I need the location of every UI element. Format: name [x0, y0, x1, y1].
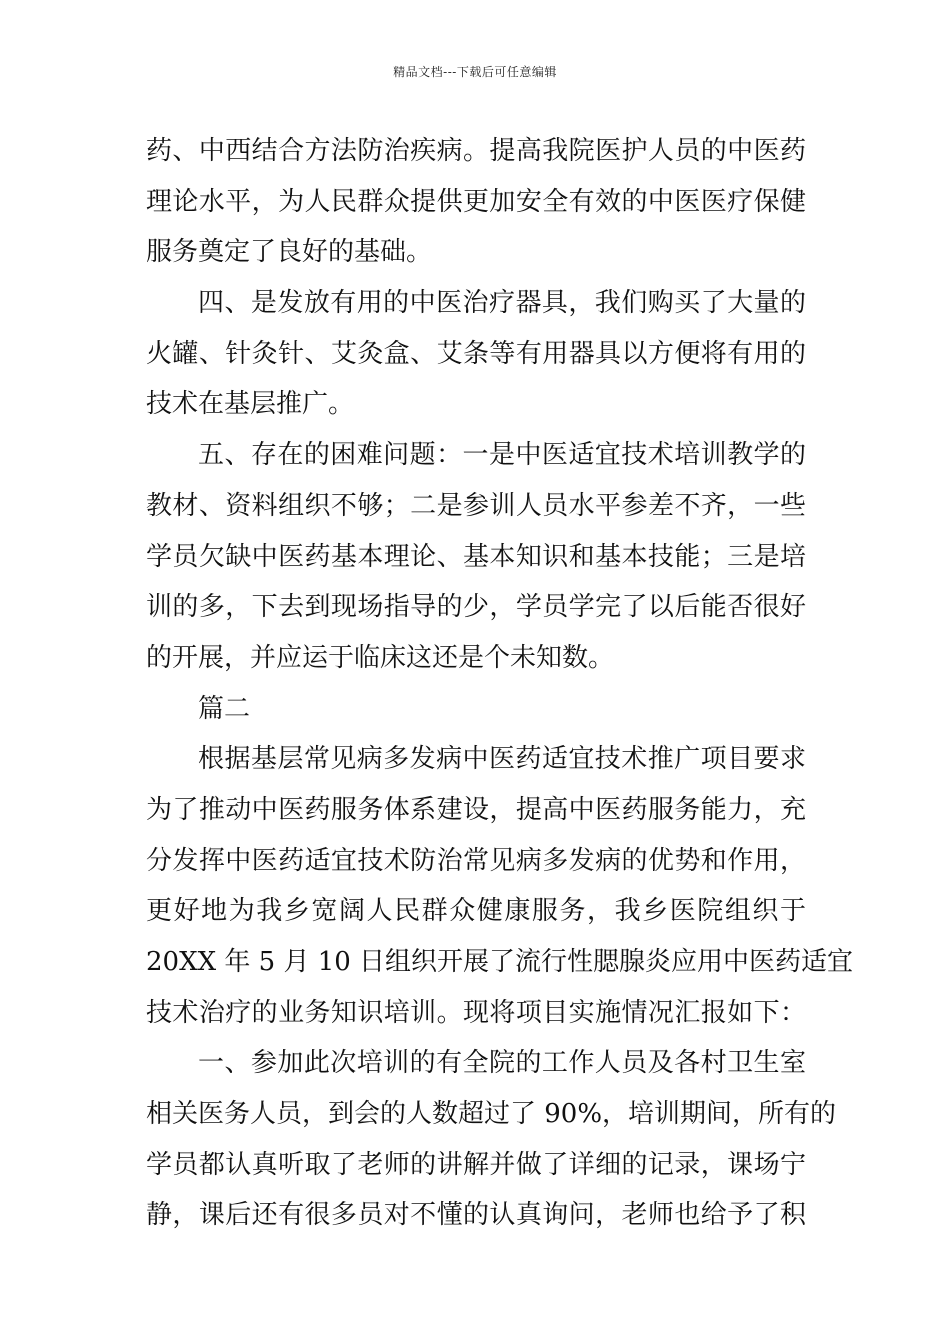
document-body — [146, 126, 854, 1241]
text-line: 技术在基层推广。 — [146, 389, 355, 420]
text-line: 服务奠定了良好的基础。 — [146, 237, 433, 268]
text-line: 技术治疗的业务知识培训。现将项目实施情况汇报如下： — [146, 997, 806, 1028]
text-line: 20XX 年 5 月 10 日组织开展了流行性腮腺炎应用中医药适宜 — [146, 947, 854, 977]
text-line: 更好地为我乡宽阔人民群众健康服务，我乡医院组织于 — [146, 896, 806, 927]
text-line: 为了推动中医药服务体系建设，提高中医药服务能力，充 — [146, 794, 806, 825]
page-header: 精品文档---下载后可任意编辑 — [393, 65, 557, 79]
text-line: 学员欠缺中医药基本理论、基本知识和基本技能；三是培 — [146, 541, 806, 572]
text-line: 一、参加此次培训的有全院的工作人员及各村卫生室 — [198, 1048, 806, 1079]
text-line: 的开展，并应运于临床这还是个未知数。 — [146, 642, 615, 673]
text-line: 学员都认真听取了老师的讲解并做了详细的记录，课场宁 — [146, 1149, 806, 1180]
section-heading: 篇二 — [198, 693, 251, 724]
text-line: 相关医务人员，到会的人数超过了 90%，培训期间，所有的 — [146, 1099, 837, 1130]
text-line: 四、是发放有用的中医治疗器具，我们购买了大量的 — [198, 288, 806, 319]
text-line: 教材、资料组织不够；二是参训人员水平参差不齐，一些 — [146, 490, 806, 521]
text-line: 训的多，下去到现场指导的少，学员学完了以后能否很好 — [146, 592, 806, 623]
text-line: 药、中西结合方法防治疾病。提高我院医护人员的中医药 — [146, 136, 806, 166]
text-line: 火罐、针灸针、艾灸盒、艾条等有用器具以方便将有用的 — [146, 338, 806, 369]
text-line: 静，课后还有很多员对不懂的认真询问，老师也给予了积 — [146, 1200, 806, 1231]
text-line: 根据基层常见病多发病中医药适宜技术推广项目要求 — [198, 744, 806, 775]
text-line: 五、存在的困难问题：一是中医适宜技术培训教学的 — [198, 440, 806, 471]
text-line: 理论水平，为人民群众提供更加安全有效的中医医疗保健 — [146, 186, 806, 217]
text-line: 分发挥中医药适宜技术防治常见病多发病的优势和作用， — [146, 845, 806, 876]
